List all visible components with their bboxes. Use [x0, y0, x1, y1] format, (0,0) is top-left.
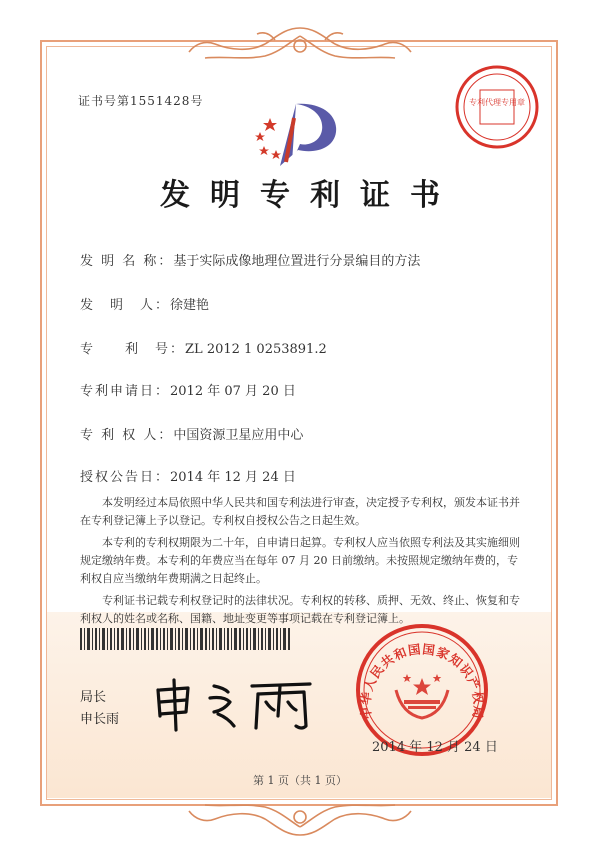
seal-date: 2014 年 12 月 24 日	[372, 740, 498, 755]
top-ornament	[175, 22, 425, 68]
seal-text: 中华人民共和国国家知识产权局	[357, 641, 487, 721]
field-inventor	[80, 294, 209, 313]
field-invention-name	[80, 250, 420, 269]
field-value: 2014 年 12 月 24 日	[170, 470, 296, 485]
field-label: 发 明 人：	[80, 298, 171, 313]
body-paragraph: 本专利的专利权期限为二十年，自申请日起算。专利权人应当依照专利法及其实施细则规定缴纳年费。本专利的年费应当在每年 07 月 20 日前缴纳。未按照规定缴纳年费的，专利权自应当缴纳年费期满之日起终止。	[80, 536, 520, 585]
certificate-body-text	[80, 494, 520, 632]
field-label: 授权公告日：	[80, 470, 171, 485]
field-label: 发 明 名 称：	[80, 254, 174, 269]
field-patent-number	[80, 338, 327, 357]
field-value: 徐建艳	[170, 298, 210, 313]
director-title: 局长	[80, 690, 107, 705]
field-application-date	[80, 380, 296, 399]
field-label: 专 利 号：	[80, 342, 186, 357]
director-signature	[148, 676, 318, 732]
field-patentee	[80, 424, 303, 443]
agency-stamp-text: 专利代理专用章	[469, 98, 525, 107]
certificate-number: 证书号第1551428号	[78, 94, 204, 108]
field-grant-date	[80, 466, 296, 485]
barcode-icon	[80, 628, 292, 650]
field-label: 专 利 权 人：	[80, 428, 174, 443]
bottom-ornament	[175, 795, 425, 841]
body-paragraph: 本发明经过本局依照中华人民共和国专利法进行审查，决定授予专利权，颁发本证书并在专利登记簿上予以登记。专利权自授权公告之日起生效。	[80, 496, 520, 527]
body-paragraph: 专利证书记载专利权登记时的法律状况。专利权的转移、质押、无效、终止、恢复和专利权人的姓名或名称、国籍、地址变更等事项记载在专利登记簿上。	[80, 594, 520, 625]
director-name: 申长雨	[80, 712, 120, 727]
field-value: ZL 2012 1 0253891.2	[185, 342, 327, 357]
page-number: 第 1 页（共 1 页）	[253, 774, 347, 787]
certificate-title: 发明专利证书	[160, 178, 460, 213]
field-value: 基于实际成像地理位置进行分景编目的方法	[173, 254, 421, 269]
field-value: 2012 年 07 月 20 日	[170, 384, 296, 399]
patent-office-logo-icon	[250, 96, 350, 168]
svg-text:中华人民共和国国家知识产权局	[358, 641, 487, 720]
field-value: 中国资源卫星应用中心	[173, 428, 304, 443]
field-label: 专利申请日：	[80, 384, 171, 399]
